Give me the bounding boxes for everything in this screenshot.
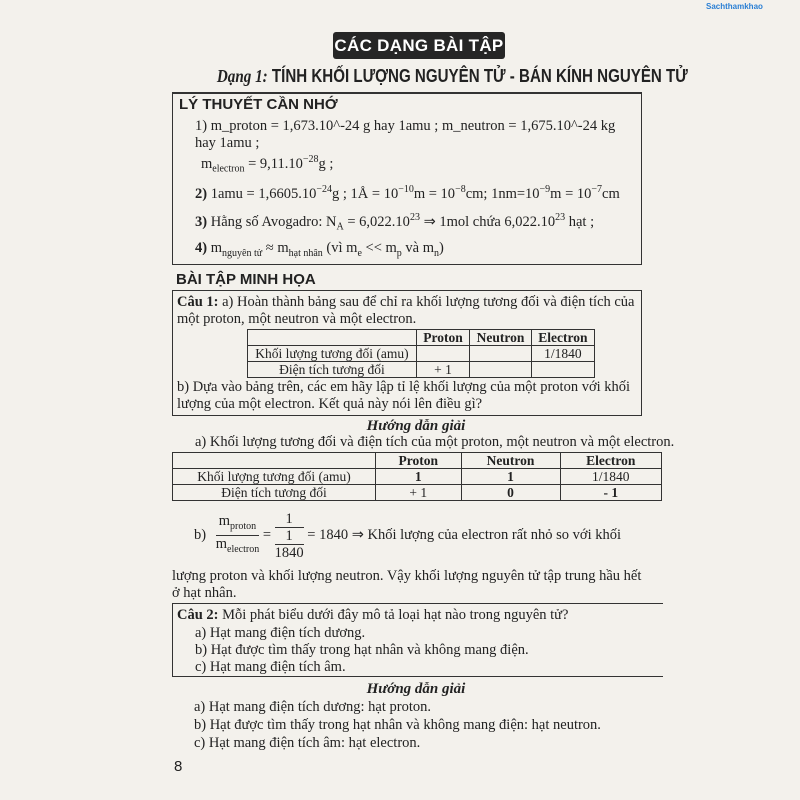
theory-item-2: 2) $1amu = 1,6605.10^{-24}g$ ; 1Å = $10^{-10}m = 10^{-8}cm$; $1nm=10^{-9}m = 10^{-7}cm$ xyxy=(195,184,620,202)
solution-1-heading: Hướng dẫn giải xyxy=(366,418,466,434)
b-label: b) xyxy=(194,527,207,543)
section-title: CÁC DẠNG BÀI TẬP xyxy=(333,32,505,59)
s2-a: a) Hạt mang điện tích dương: hạt proton. xyxy=(194,699,431,715)
q2-c: c) Hạt mang điện tích âm. xyxy=(195,659,346,675)
theory-item-1: 1) m_proton = 1,673.10^-24 g hay 1amu ; m_neutron = 1,675.10^-24 kg hay 1amu ; xyxy=(195,118,616,151)
q1-text-a xyxy=(177,294,635,311)
q2-label: Câu 2: xyxy=(177,607,219,623)
s1-b-line3: ở hạt nhân. xyxy=(172,585,237,601)
examples-heading: BÀI TẬP MINH HỌA xyxy=(176,271,316,288)
table-row: Khối lượng tương đối (amu) 1 1 1/1840 xyxy=(173,469,662,485)
s2-b: b) Hạt được tìm thấy trong hạt nhân và không mang điện: hạt neutron. xyxy=(194,717,601,733)
page-number: 8 xyxy=(174,758,183,775)
solution-2-heading: Hướng dẫn giải xyxy=(366,681,466,697)
q1-b1: b) Dựa vào bảng trên, các em hãy lập tỉ lệ khối lượng của một proton với khối xyxy=(177,379,631,395)
table-row: Khối lượng tương đối (amu) 1/1840 xyxy=(248,346,595,362)
q1-a2: một proton, một neutron và một electron. xyxy=(177,311,417,327)
s2-c: c) Hạt mang điện tích âm: hạt electron. xyxy=(194,735,421,751)
question-1-box xyxy=(172,290,642,416)
theory-item-1b: $m_{electron} = 9,11.10^{-28}g$ ; xyxy=(201,154,334,175)
watermark: Sachthamkhao xyxy=(706,2,763,11)
theory-box xyxy=(172,92,642,265)
s1-b-formula: b) $\frac{m_{proton}}{m_{electron}}$ = $\frac{1}{\frac{1}{1840}}$ = 1840 ⇒ Khối lượng của electron rất nhỏ so với khối xyxy=(194,510,621,561)
question-2-box xyxy=(172,603,663,677)
s1-b-line2: lượng proton và khối lượng neutron. Vậy khối lượng nguyên tử tập trung hầu hết xyxy=(172,568,642,584)
table-row: Điện tích tương đối + 1 xyxy=(248,362,595,378)
q2-b: b) Hạt được tìm thấy trong hạt nhân và không mang điện. xyxy=(195,642,529,658)
theory-heading: LÝ THUYẾT CẦN NHỚ xyxy=(179,96,338,113)
topic-label: Dạng 1: xyxy=(216,66,268,86)
mass-ratio: $\frac{m_{proton}}{m_{electron}}$ xyxy=(215,513,260,556)
q1-b2: lượng của một electron. Kết quả này nói lên điều gì? xyxy=(177,396,483,412)
topic-title: TÍNH KHỐI LƯỢNG NGUYÊN TỬ - BÁN KÍNH NGUYÊN TỬ xyxy=(271,66,688,86)
q2-text: Câu 2: Mỗi phát biểu dưới đây mô tả loại hạt nào trong nguyên tử? xyxy=(177,607,569,623)
q1-a1: a) Hoàn thành bảng sau để chỉ ra khối lượng tương đối và điện tích của xyxy=(218,294,635,310)
table-row: Điện tích tương đối + 1 0 - 1 xyxy=(173,485,662,501)
theory-item-4: 4) $m_{nguyên tử} \approx m_{hạt nhân}$ (vì $m_e << m_p$ và $m_n$) xyxy=(195,240,444,259)
s1-a: a) Khối lượng tương đối và điện tích của một proton, một neutron và một electron. xyxy=(195,434,675,450)
theory-item-3: 3) Hằng số Avogadro: $N_A = 6,022.10^{23}$ ⇒ 1mol chứa 6,022.10$^{23}$ hạt ; xyxy=(195,212,595,233)
b-result: = 1840 ⇒ Khối lượng của electron rất nhỏ so với khối xyxy=(307,527,621,543)
q1-table: Proton Neutron Electron Khối lượng tương đối (amu) 1/1840 Điện tích tương đối + 1 xyxy=(247,329,595,378)
one-over-fraction: $\frac{1}{\frac{1}{1840}}$ xyxy=(274,510,304,561)
q1-label: Câu 1: xyxy=(177,294,219,310)
s1-table: Proton Neutron Electron Khối lượng tương đối (amu) 1 1 1/1840 Điện tích tương đối + 1 0 - 1 xyxy=(172,452,662,501)
topic-heading xyxy=(172,66,688,87)
q2-a: a) Hạt mang điện tích dương. xyxy=(195,625,366,641)
